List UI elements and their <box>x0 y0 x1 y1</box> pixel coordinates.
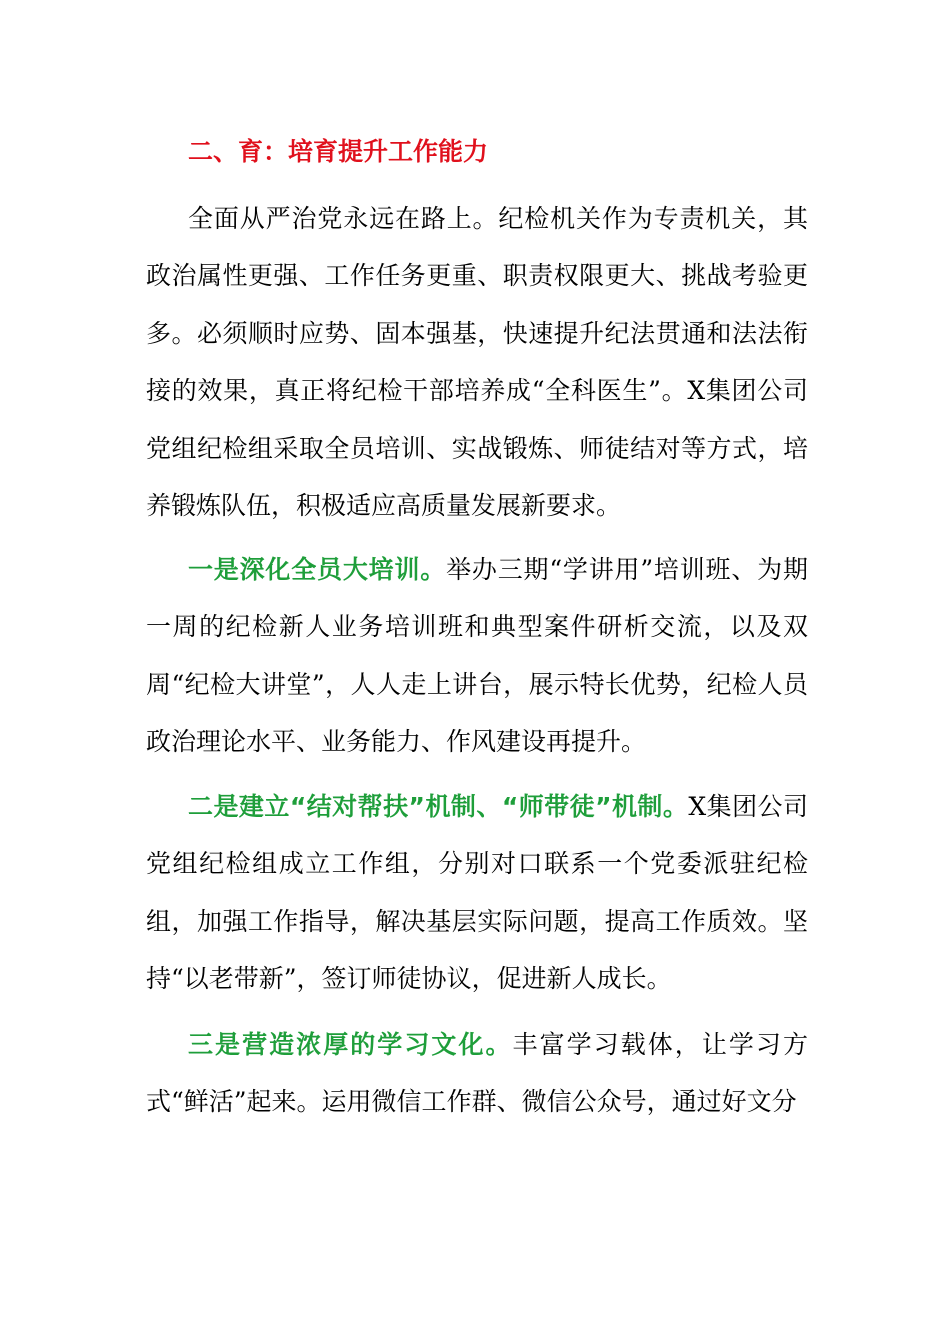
paragraph-lead: 一是深化全员大培训。 <box>188 555 447 584</box>
paragraph-lead: 三是营造浓厚的学习文化。 <box>188 1030 513 1059</box>
paragraph-text: 举办三期“学讲用”培训班、为期一周的纪检新人业务培训班和典型案件研析交流，以及双周“纪检大讲堂”，人人走上讲台，展示特长优势，纪检人员政治理论水平、业务能力、作风建设再提升。 <box>146 555 808 757</box>
paragraph-lead: 二是建立“结对帮扶”机制、“师带徒”机制。 <box>188 792 689 821</box>
paragraph-text: 丰富学习载体，让学习方式“鲜活”起来。运用微信工作群、微信公众号，通过好文分 <box>146 1030 808 1117</box>
paragraph-intro <box>146 190 808 534</box>
paragraph-text: 全面从严治党永远在路上。纪检机关作为专责机关，其政治属性更强、工作任务更重、职责权限更大、挑战考验更多。必须顺时应势、固本强基，快速提升纪法贯通和法法衔接的效果，真正将纪检干部培养成“全科医生”。X集团公司党组纪检组采取全员培训、实战锻炼、师徒结对等方式，培养锻炼队伍，积极适应高质量发展新要求。 <box>146 204 808 521</box>
paragraph-text: X集团公司党组纪检组成立工作组，分别对口联系一个党委派驻纪检组，加强工作指导，解决基层实际问题，提高工作质效。坚持“以老带新”，签订师徒协议，促进新人成长。 <box>146 792 808 994</box>
section-heading: 二、育：培育提升工作能力 <box>188 137 489 166</box>
paragraph-learning-culture <box>146 1016 808 1131</box>
paragraph-mentoring <box>146 778 808 1008</box>
paragraph-training <box>146 541 808 771</box>
